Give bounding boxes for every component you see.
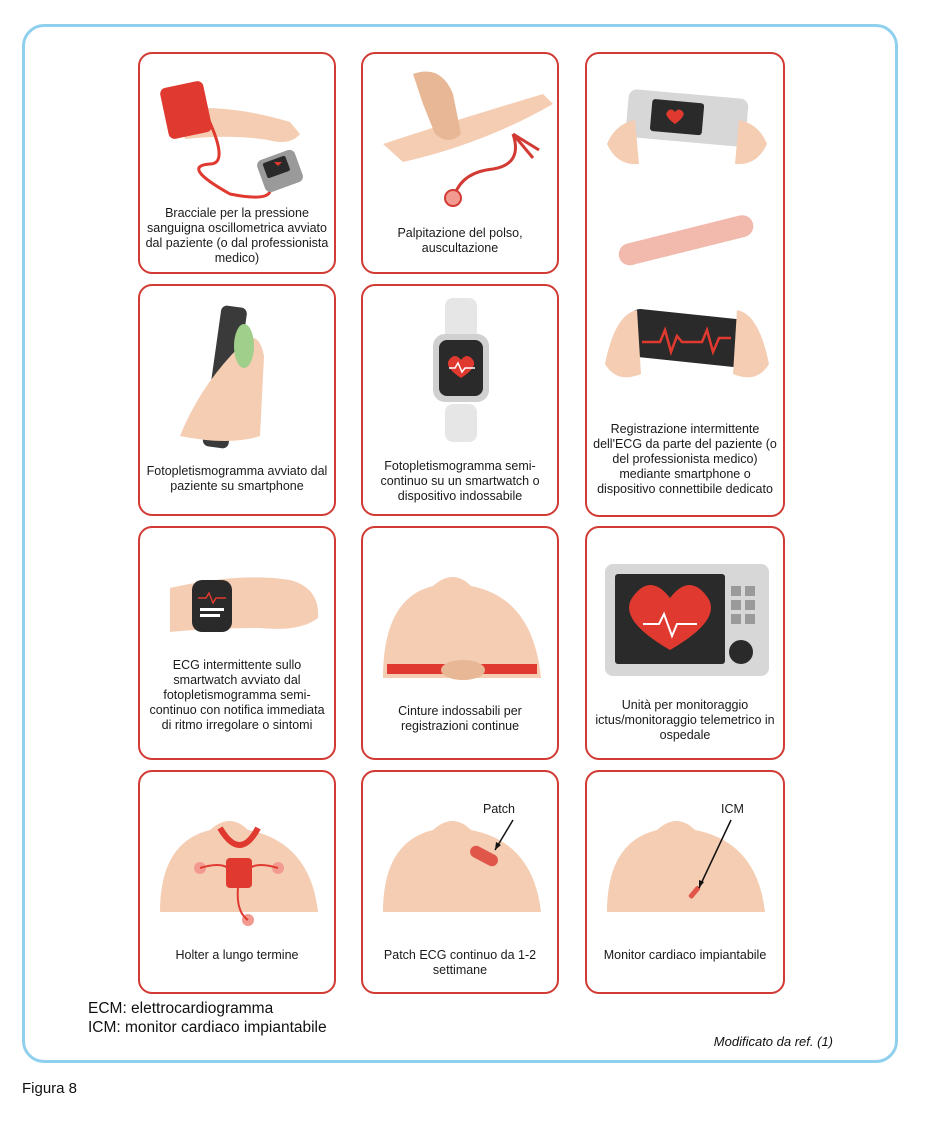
card-holter <box>138 770 336 994</box>
figure-label: Figura 8 <box>22 1080 78 1097</box>
card-smartwatch-ppg <box>361 284 559 516</box>
card-caption: Fotopletismogramma semi-continuo su un smartwatch o dispositivo indossabile <box>380 459 540 503</box>
card-caption: Monitor cardiaco impiantabile <box>603 948 767 962</box>
card-wearable-belt <box>361 526 559 760</box>
card-caption: Fotopletismogramma avviato dal paziente su smartphone <box>146 464 328 493</box>
card-pulse-palpation <box>361 52 559 274</box>
card-implantable-monitor <box>585 770 785 994</box>
card-hospital-monitor <box>585 526 785 760</box>
card-caption: Patch ECG continuo da 1-2 settimane <box>383 948 537 977</box>
card-caption: Palpitazione del polso, auscultazione <box>397 226 523 255</box>
card-caption: ECG intermittente sullo smartwatch avviato dal fotopletismogramma semi-continuo con notifica immediata di ritmo irregolare o sintomi <box>149 658 325 732</box>
card-ecg-patch <box>361 770 559 994</box>
card-smartphone-ecg <box>585 52 785 517</box>
card-caption: Bracciale per la pressione sanguigna oscillometrica avviato dal paziente (o dal professionista medico) <box>145 206 329 265</box>
card-bp-cuff <box>138 52 336 274</box>
icm-callout-label: ICM <box>721 802 744 816</box>
card-caption: Cinture indossabili per registrazioni continue <box>398 704 522 733</box>
card-caption: Registrazione intermittente dell'ECG da parte del paziente (o del professionista medico) mediante smartphone o dispositivo connettibile dedicato <box>593 422 777 496</box>
legend-line-icm: ICM: monitor cardiaco impiantabile <box>88 1019 327 1036</box>
card-caption: Unità per monitoraggio ictus/monitoraggio telemetrico in ospedale <box>595 698 775 742</box>
legend-line-ecm: ECM: elettrocardiogramma <box>88 1000 274 1017</box>
source-credit: Modificato da ref. (1) <box>713 1034 833 1049</box>
card-caption: Holter a lungo termine <box>175 948 299 962</box>
card-smartwatch-ecg <box>138 526 336 760</box>
card-smartphone-ppg <box>138 284 336 516</box>
patch-callout-label: Patch <box>483 802 515 816</box>
